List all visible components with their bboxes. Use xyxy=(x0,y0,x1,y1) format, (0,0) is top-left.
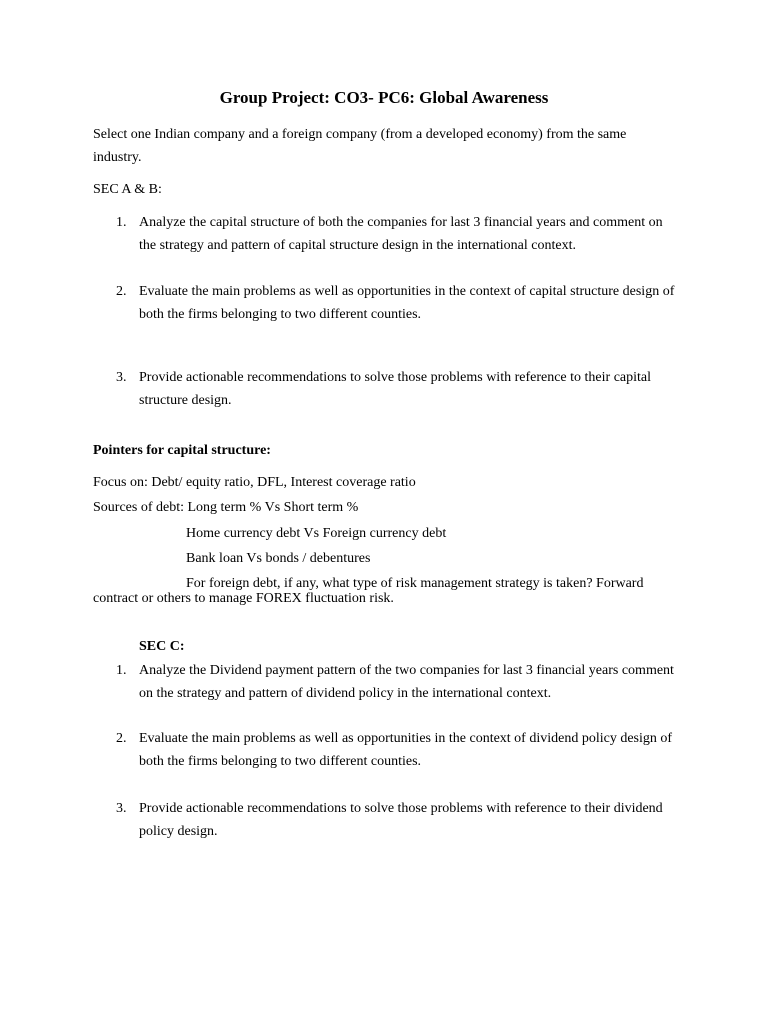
pointers-heading: Pointers for capital structure: xyxy=(93,443,271,458)
document-title: Group Project: CO3- PC6: Global Awareness xyxy=(219,88,549,107)
sources-line: Sources of debt: Long term % Vs Short term % xyxy=(93,500,359,515)
list-item-text: Analyze the Dividend payment pattern of the two companies for last 3 financial years comment on the strategy and pattern of dividend policy in the international context. xyxy=(139,663,674,701)
sec-c-list-item-2 xyxy=(93,727,678,773)
sec-c-list-item-1 xyxy=(93,659,678,705)
bank-loan-line: Bank loan Vs bonds / debentures xyxy=(186,551,371,566)
focus-line: Focus on: Debt/ equity ratio, DFL, Interest coverage ratio xyxy=(93,475,416,490)
list-number: 2. xyxy=(116,731,127,746)
list-item-text: Evaluate the main problems as well as opportunities in the context of dividend policy design of both the firms belonging to two different counties. xyxy=(139,731,673,769)
sec-ab-list-item-3 xyxy=(93,366,678,412)
list-number: 3. xyxy=(116,801,127,816)
list-number: 3. xyxy=(116,370,127,385)
list-item-text: Provide actionable recommendations to solve those problems with reference to their capital structure design. xyxy=(139,370,651,408)
currency-debt-line: Home currency debt Vs Foreign currency debt xyxy=(186,526,447,541)
sec-ab-list-item-1 xyxy=(93,211,678,257)
list-item-text: Provide actionable recommendations to solve those problems with reference to their dividend policy design. xyxy=(139,801,663,839)
sec-ab-heading: SEC A & B: xyxy=(93,182,162,197)
sec-c-heading: SEC C: xyxy=(139,639,185,654)
list-number: 2. xyxy=(116,284,127,299)
list-item-text: Analyze the capital structure of both the companies for last 3 financial years and comment on the strategy and pattern of capital structure design in the international context. xyxy=(139,215,663,253)
sec-c-list-item-3 xyxy=(93,797,678,843)
forex-paragraph: For foreign debt, if any, what type of risk management strategy is taken? Forward contract or others to manage FOREX fluctuation risk. xyxy=(93,576,644,606)
list-number: 1. xyxy=(116,663,127,678)
intro-paragraph: Select one Indian company and a foreign company (from a developed economy) from the same industry. xyxy=(93,127,627,165)
list-item-text: Evaluate the main problems as well as opportunities in the context of capital structure design of both the firms belonging to two different counties. xyxy=(139,284,675,322)
list-number: 1. xyxy=(116,215,127,230)
sec-ab-list-item-2 xyxy=(93,280,678,326)
